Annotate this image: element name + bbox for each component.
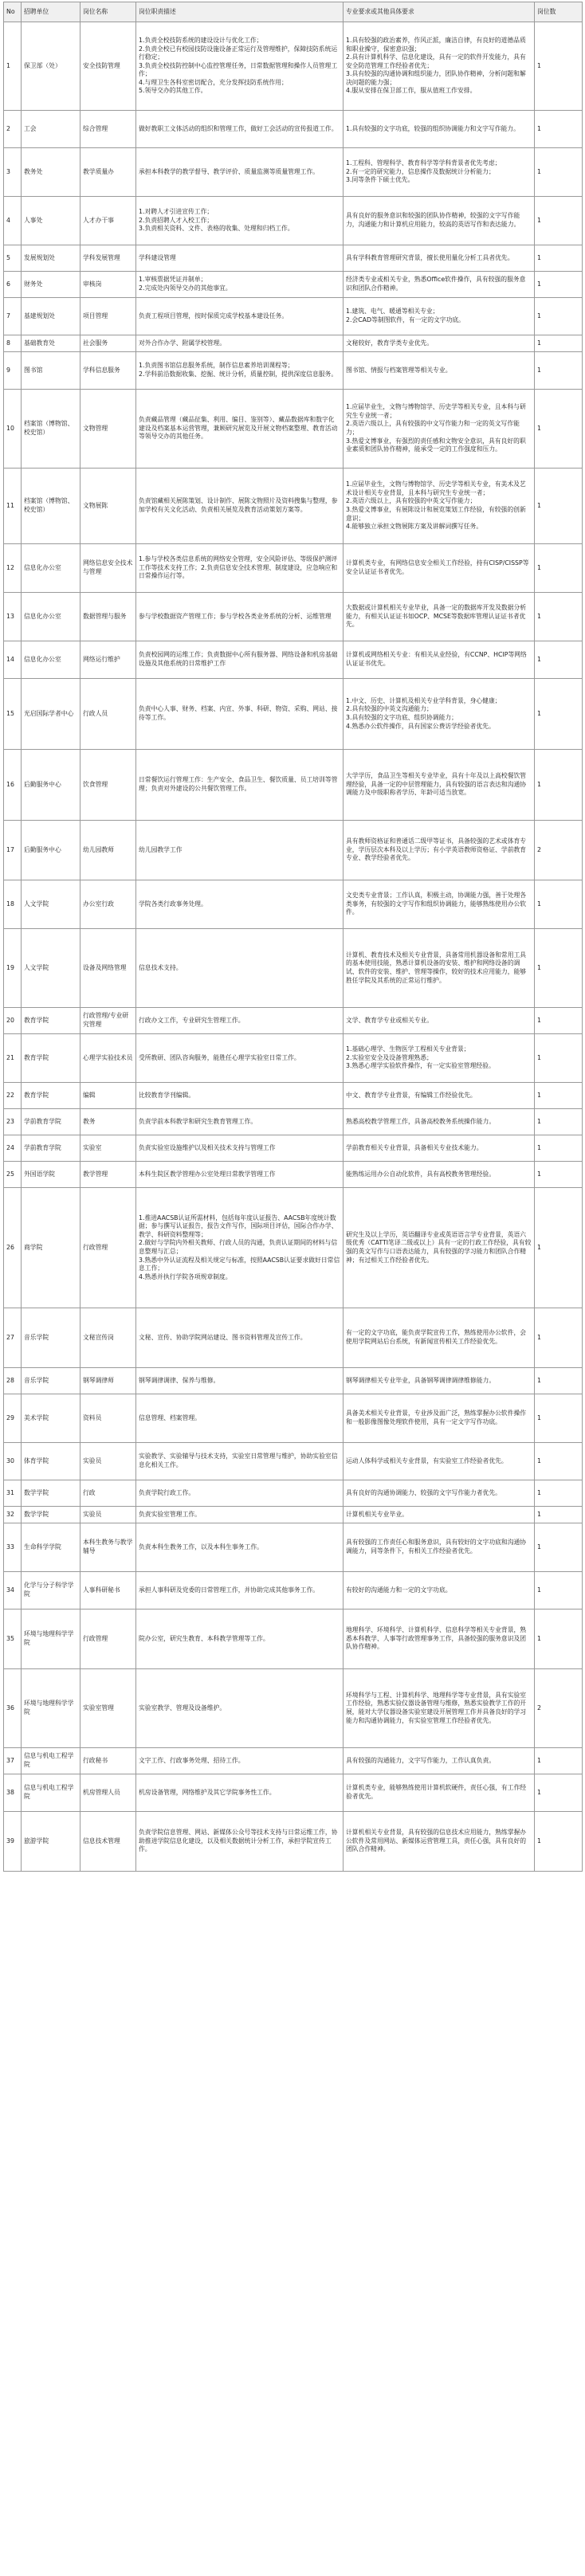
- row-requirements: 文秘较好，教育学类专业优先。: [344, 335, 535, 352]
- table-row: [4, 679, 583, 750]
- table-row: [4, 1034, 583, 1083]
- row-requirements: 具有较强的沟通能力，文字写作能力，工作认真负责。: [344, 1748, 535, 1774]
- row-count: 1: [535, 880, 583, 929]
- table-row: [4, 1083, 583, 1109]
- row-post: 安全技防管理: [80, 22, 136, 111]
- row-duty: 1.审核票据凭证并制单； 2.完成处内领导交办的其他事宜。: [136, 272, 344, 298]
- row-requirements: 文史类专业背景；工作认真，积极主动，协调能力强，善于处理各类事务，有较强的文字写作和组织协调能力，能够熟练使用办公软件。: [344, 880, 535, 929]
- row-count: 2: [535, 1669, 583, 1748]
- row-unit: 环境与地理科学学院: [22, 1669, 80, 1748]
- row-post: 行政秘书: [80, 1748, 136, 1774]
- row-no: 30: [4, 1443, 22, 1480]
- row-count: 1: [535, 245, 583, 272]
- header-post: 岗位名称: [80, 2, 136, 22]
- row-unit: 光启国际学者中心: [22, 679, 80, 750]
- row-requirements: 计算机相关专业毕业。: [344, 1507, 535, 1523]
- row-requirements: 运动人体科学或相关专业背景，有实验室工作经验者优先。: [344, 1443, 535, 1480]
- table-row: [4, 245, 583, 272]
- row-no: 13: [4, 593, 22, 641]
- row-duty: 幼儿园教学工作: [136, 821, 344, 880]
- row-requirements: 熟悉高校教学管理工作，具备高校教务系统操作能力。: [344, 1109, 535, 1135]
- row-requirements: 文学、教育学专业或相关专业。: [344, 1008, 535, 1034]
- row-duty: 学科建设管理: [136, 245, 344, 272]
- row-post: 资料员: [80, 1394, 136, 1443]
- row-unit: 后勤服务中心: [22, 821, 80, 880]
- row-count: 1: [535, 1572, 583, 1610]
- row-requirements: 1.应届毕业生，文物与博物馆学、历史学等相关专业，且本科与研究生专业统一者； 2.英语六级以上，具有较强的中文写作能力和一定的英文写作能力； 3.热爱文博事业，有强烈的责任感和文物安全意识，具有良好的职业素质和团队协作精神，能承受一定的工作强度和压力。: [344, 390, 535, 469]
- row-unit: 基础教育处: [22, 335, 80, 352]
- row-unit: 人文学院: [22, 880, 80, 929]
- row-requirements: 1.中文、历史、计算机及相关专业学科背景，身心健康； 2.具有较强的中英文沟通能力； 3.具有较强的文字功底、组织协调能力； 4.熟悉办公软件操作，具有国家公费访学经验者优先。: [344, 679, 535, 750]
- header-no: No: [4, 2, 22, 22]
- row-post: 行政人员: [80, 679, 136, 750]
- row-unit: 工会: [22, 111, 80, 148]
- row-count: 1: [535, 298, 583, 335]
- row-requirements: 具有教师资格证和普通话二级甲等证书，具备较强的艺术或体育专业，学历层次本科及以上学历；有小学英语教师资格证、学前教育专业、教学经验者优先。: [344, 821, 535, 880]
- row-no: 5: [4, 245, 22, 272]
- row-unit: 化学与分子科学学院: [22, 1572, 80, 1610]
- row-unit: 音乐学院: [22, 1368, 80, 1394]
- row-requirements: 经济类专业或相关专业，熟悉Office软件操作，具有较强的服务意识和团队合作精神。: [344, 272, 535, 298]
- table-row: [4, 298, 583, 335]
- row-no: 14: [4, 641, 22, 679]
- row-requirements: 有较好的沟通能力和一定的文字功底。: [344, 1572, 535, 1610]
- row-no: 26: [4, 1188, 22, 1308]
- header-count: 岗位数: [535, 2, 583, 22]
- row-no: 17: [4, 821, 22, 880]
- row-no: 31: [4, 1480, 22, 1507]
- row-count: 1: [535, 111, 583, 148]
- row-duty: 实验教学、实验辅导与技术支持，实验室日常管理与维护，协助实验室信息化相关工作。: [136, 1443, 344, 1480]
- row-unit: 后勤服务中心: [22, 750, 80, 821]
- row-unit: 人事处: [22, 197, 80, 245]
- row-requirements: 能熟练运用办公自动化软件，具有高校教务管理经验。: [344, 1162, 535, 1188]
- row-duty: 钢琴调律调律、保养与维修。: [136, 1368, 344, 1394]
- row-duty: 院办公室，研究生教育、本科教学管理等工作。: [136, 1610, 344, 1669]
- table-row: [4, 1480, 583, 1507]
- row-duty: 负责实验室管理工作。: [136, 1507, 344, 1523]
- row-post: 本科生教务与教学辅导: [80, 1523, 136, 1572]
- row-no: 3: [4, 148, 22, 197]
- row-unit: 保卫部（处）: [22, 22, 80, 111]
- table-row: [4, 1669, 583, 1748]
- row-count: 1: [535, 148, 583, 197]
- table-row: [4, 1135, 583, 1162]
- row-duty: 文秘、宣传、协助学院网站建设、图书资料管理及宣传工作。: [136, 1308, 344, 1368]
- row-count: 1: [535, 1308, 583, 1368]
- row-duty: 负责实验室设施维护以及相关技术支持与管理工作: [136, 1135, 344, 1162]
- row-no: 20: [4, 1008, 22, 1034]
- row-duty: 负责馆藏相关展陈策划、设计制作、展陈文物照片及资料搜集与整理，参加学校有关文化活动、负责相关展览及教育活动策划方案等。: [136, 469, 344, 544]
- row-requirements: 1.具有较强的政治素养，作风正派，廉洁自律，有良好的道德品质和职业操守，保密意识强； 2.具有计算机科学、信息化建设，具有一定的软件开发能力，具有安全防范管理工作经验者优先； 3.具有较强的沟通协调和组织能力，团队协作精神，分析问题和解决问题的能力强； 4.服从安排在保卫部工作，服从值班工作安排。: [344, 22, 535, 111]
- table-row: [4, 1368, 583, 1394]
- table-row: [4, 272, 583, 298]
- row-count: 1: [535, 1507, 583, 1523]
- row-count: 1: [535, 1188, 583, 1308]
- table-row: [4, 390, 583, 469]
- row-post: 教学管理: [80, 1162, 136, 1188]
- table-row: [4, 1443, 583, 1480]
- row-post: 行政管理: [80, 1610, 136, 1669]
- row-requirements: 1.具有较强的文字功底，较强的组织协调能力和文字写作能力。: [344, 111, 535, 148]
- row-count: 1: [535, 750, 583, 821]
- row-unit: 信息化办公室: [22, 641, 80, 679]
- row-post: 网络信息安全技术与管理: [80, 544, 136, 593]
- row-no: 2: [4, 111, 22, 148]
- row-duty: 负责校园网的运维工作；负责数据中心所有服务器、网络设备和机房基础设施及其他系统的日常维护工作: [136, 641, 344, 679]
- row-duty: 1.推进AACSB认证所需材料，包括每年度认证报告、AACSB年度统计数据；参与撰写认证报告，报告文件写作，国际项目评估，国际合作办学、教学、科研资料整理等； 2.做好与学院内外相关教师、行政人员的沟通，负责认证期间的材料与信息整理与汇总； 3.熟悉中外认证流程及相关规定与标准，按照AACSB认证要求做好日常信息工作； 4.熟悉并执行学院各项规章制度。: [136, 1188, 344, 1308]
- row-post: 审核岗: [80, 272, 136, 298]
- row-count: 1: [535, 679, 583, 750]
- header-duty: 岗位职责描述: [136, 2, 344, 22]
- row-count: 1: [535, 352, 583, 390]
- row-duty: 负责工程项目管理，按时保质完成学校基本建设任务。: [136, 298, 344, 335]
- table-row: [4, 821, 583, 880]
- row-requirements: 计算机类专业，能够熟练使用计算机软硬件，责任心强，有工作经验者优先。: [344, 1774, 535, 1812]
- row-count: 1: [535, 929, 583, 1008]
- table-row: [4, 1394, 583, 1443]
- row-requirements: 1.基础心理学、生物医学工程相关专业背景； 2.实验室安全及设备管理熟悉； 3.熟悉心理学实验软件操作，有一定实验室管理经验。: [344, 1034, 535, 1083]
- row-post: 行政管理: [80, 1188, 136, 1308]
- row-no: 4: [4, 197, 22, 245]
- row-post: 人才办干事: [80, 197, 136, 245]
- row-no: 23: [4, 1109, 22, 1135]
- row-unit: 信息化办公室: [22, 593, 80, 641]
- table-body: [4, 22, 583, 1872]
- row-unit: 信息化办公室: [22, 544, 80, 593]
- row-no: 7: [4, 298, 22, 335]
- row-post: 学科发展管理: [80, 245, 136, 272]
- header-requirements: 专业要求或其他具体要求: [344, 2, 535, 22]
- row-no: 24: [4, 1135, 22, 1162]
- row-no: 36: [4, 1669, 22, 1748]
- row-requirements: 计算机或网络相关专业：有相关从业经验，有CCNP、HCIP等网络认证证书优先。: [344, 641, 535, 679]
- row-unit: 体育学院: [22, 1443, 80, 1480]
- row-requirements: 钢琴调律相关专业毕业，具备钢琴调律调律维修能力。: [344, 1368, 535, 1394]
- row-unit: 教育学院: [22, 1034, 80, 1083]
- row-unit: 教务处: [22, 148, 80, 197]
- row-requirements: 有一定的文字功底，能负责学院宣传工作，熟练使用办公软件，会使用学院网站后台系统，有新闻宣传相关工作经验优先。: [344, 1308, 535, 1368]
- row-no: 15: [4, 679, 22, 750]
- row-unit: 数学学院: [22, 1507, 80, 1523]
- row-post: 文秘宣传岗: [80, 1308, 136, 1368]
- row-unit: 旅游学院: [22, 1812, 80, 1872]
- row-duty: 1.负责全校技防系统的建设设计与优化工作； 2.负责全校已有校园技防设施设备正常运行及管理维护，保障技防系统运行稳定； 3.负责全校技防控制中心监控管理任务，日常数据管理和操作人员管理工作； 4.与理卫生各科室密切配合，充分发挥技防系统作用； 5.领导交办的其他工作。: [136, 22, 344, 111]
- row-requirements: 计算机相关专业背景，具有较强的信息技术应用能力，熟练掌握办公软件及常用网站、新媒体运营管理工具，责任心强，具有良好的团队合作精神。: [344, 1812, 535, 1872]
- row-unit: 学前教育学院: [22, 1135, 80, 1162]
- table-row: [4, 880, 583, 929]
- row-no: 28: [4, 1368, 22, 1394]
- job-table: [3, 2, 583, 1872]
- row-duty: 承担人事科研及党委的日常管理工作，并协助完成其他事务工作。: [136, 1572, 344, 1610]
- row-duty: 做好教职工文体活动的组织和管理工作，做好工会活动的宣传报道工作。: [136, 111, 344, 148]
- table-row: [4, 1109, 583, 1135]
- row-no: 27: [4, 1308, 22, 1368]
- row-requirements: 大数据或计算机相关专业毕业，具备一定的数据库开发及数据分析能力，有相关认证证书如OCP、MCSE等数据库管理认证证书者优先。: [344, 593, 535, 641]
- row-duty: 实验室教学、管理及设备维护。: [136, 1669, 344, 1748]
- row-count: 1: [535, 469, 583, 544]
- row-requirements: 具有良好的沟通协调能力、较强的文字写作能力者优先。: [344, 1480, 535, 1507]
- row-duty: 本科生院区教学管理办公室处理日常教学管理工作: [136, 1162, 344, 1188]
- row-no: 19: [4, 929, 22, 1008]
- row-duty: 1.参与学校各类信息系统的网络安全管理，安全风险评估、等级保护测评工作等技术支持工作；2.负责信息安全技术管理、制度建设，应急响应和日常操作运行等。: [136, 544, 344, 593]
- row-no: 18: [4, 880, 22, 929]
- row-no: 16: [4, 750, 22, 821]
- row-duty: 负责学前本科教学和研究生教育管理工作。: [136, 1109, 344, 1135]
- row-post: 学科信息服务: [80, 352, 136, 390]
- row-requirements: 1.建筑、电气、暖通等相关专业； 2.会CAD等制图软件，有一定的文字功底。: [344, 298, 535, 335]
- table-row: [4, 1188, 583, 1308]
- row-count: 1: [535, 1162, 583, 1188]
- row-no: 9: [4, 352, 22, 390]
- row-count: 1: [535, 593, 583, 641]
- row-post: 信息技术管理: [80, 1812, 136, 1872]
- row-duty: 机房设备管理，网络维护及其它学院事务性工作。: [136, 1774, 344, 1812]
- row-post: 教务: [80, 1109, 136, 1135]
- row-duty: 受所教研、团队咨询服务，能胜任心理学实验室日常工作。: [136, 1034, 344, 1083]
- row-requirements: 具有学科教育管理研究背景，擅长使用量化分析工具者优先。: [344, 245, 535, 272]
- row-post: 实验员: [80, 1443, 136, 1480]
- row-requirements: 具备美术相关专业背景，专业涉及面广泛，熟练掌握办公软件操作和一般影像图像处理软件使用，具有一定文字写作功底。: [344, 1394, 535, 1443]
- row-duty: 学院各类行政事务处理。: [136, 880, 344, 929]
- table-row: [4, 1572, 583, 1610]
- row-post: 机房管理人员: [80, 1774, 136, 1812]
- row-no: 11: [4, 469, 22, 544]
- row-no: 10: [4, 390, 22, 469]
- row-post: 文物管理: [80, 390, 136, 469]
- row-post: 心理学实验技术员: [80, 1034, 136, 1083]
- table-row: [4, 750, 583, 821]
- row-requirements: 中文、教育学专业背景，有编辑工作经验优先。: [344, 1083, 535, 1109]
- row-count: 1: [535, 1480, 583, 1507]
- row-count: 1: [535, 22, 583, 111]
- table-row: [4, 469, 583, 544]
- row-count: 1: [535, 1443, 583, 1480]
- row-duty: 信息管理、档案管理。: [136, 1394, 344, 1443]
- row-no: 29: [4, 1394, 22, 1443]
- row-requirements: 计算机类专业，有网络信息安全相关工作经验，持有CISP/CISSP等安全认证证书者优先。: [344, 544, 535, 593]
- row-duty: 负责本科生教务工作，以及本科生事务工作。: [136, 1523, 344, 1572]
- row-requirements: 计算机、教育技术及相关专业背景，具备常用机器设备和常用工具的基本使用技能，熟悉计算机设备的安装、维护和网络设备的调试、软件的安装、维护、管理等操作，较好的技术应用能力，能够胜任学院及其系统的正常运行维护。: [344, 929, 535, 1008]
- row-count: 1: [535, 197, 583, 245]
- row-post: 行政: [80, 1480, 136, 1507]
- row-duty: 日常餐饮运行管理工作：生产安全、食品卫生、餐饮质量、员工培训等管理；负责对外建设的公共餐饮管理工作。: [136, 750, 344, 821]
- row-no: 22: [4, 1083, 22, 1109]
- row-duty: 1.对聘人才引进宣传工作； 2.负责招聘人才入校工作； 3.负责相关资料、文件、表格的收集、处理和归档工作。: [136, 197, 344, 245]
- row-no: 1: [4, 22, 22, 111]
- row-unit: 图书馆: [22, 352, 80, 390]
- row-count: 1: [535, 1109, 583, 1135]
- row-duty: 行政办文工作，专业研究生管理工作。: [136, 1008, 344, 1034]
- row-duty: 负责藏品管理（藏品征集、利用、编目、鉴别等）、藏品数据库和数字化建设及档案基本运营管理，兼顾研究展览及开展文物档案整理、教育活动等领导交办的其他任务。: [136, 390, 344, 469]
- row-count: 1: [535, 544, 583, 593]
- row-count: 1: [535, 390, 583, 469]
- row-count: 2: [535, 821, 583, 880]
- row-count: 1: [535, 1394, 583, 1443]
- row-duty: 文字工作、行政事务处理、招待工作。: [136, 1748, 344, 1774]
- row-no: 6: [4, 272, 22, 298]
- row-count: 1: [535, 641, 583, 679]
- row-unit: 外国语学院: [22, 1162, 80, 1188]
- table-row: [4, 1523, 583, 1572]
- row-no: 35: [4, 1610, 22, 1669]
- row-count: 1: [535, 1774, 583, 1812]
- row-no: 21: [4, 1034, 22, 1083]
- row-count: 1: [535, 1008, 583, 1034]
- row-count: 1: [535, 1812, 583, 1872]
- table-row: [4, 1774, 583, 1812]
- row-unit: 档案馆（博物馆、校史馆）: [22, 469, 80, 544]
- row-duty: 信息技术支持。: [136, 929, 344, 1008]
- table-row: [4, 148, 583, 197]
- row-duty: 比较教育学刊编辑。: [136, 1083, 344, 1109]
- row-post: 综合管理: [80, 111, 136, 148]
- row-unit: 美术学院: [22, 1394, 80, 1443]
- row-count: 1: [535, 1610, 583, 1669]
- table-row: [4, 1610, 583, 1669]
- row-unit: 生命科学学院: [22, 1523, 80, 1572]
- row-post: 行政管理/专业研究管理: [80, 1008, 136, 1034]
- row-count: 1: [535, 335, 583, 352]
- row-requirements: 图书馆、情报与档案管理等相关专业。: [344, 352, 535, 390]
- row-post: 社会服务: [80, 335, 136, 352]
- row-no: 37: [4, 1748, 22, 1774]
- row-no: 32: [4, 1507, 22, 1523]
- table-row: [4, 1748, 583, 1774]
- table-row: [4, 929, 583, 1008]
- row-no: 25: [4, 1162, 22, 1188]
- row-post: 设备及网络管理: [80, 929, 136, 1008]
- table-row: [4, 335, 583, 352]
- row-unit: 信息与机电工程学院: [22, 1748, 80, 1774]
- row-post: 网络运行维护: [80, 641, 136, 679]
- row-post: 饮食管理: [80, 750, 136, 821]
- row-unit: 学前教育学院: [22, 1109, 80, 1135]
- row-count: 1: [535, 1523, 583, 1572]
- row-unit: 教育学院: [22, 1083, 80, 1109]
- row-duty: 参与学校数据资产管理工作；参与学校各类业务系统的分析、运维管理: [136, 593, 344, 641]
- table-row: [4, 352, 583, 390]
- row-post: 实验员: [80, 1507, 136, 1523]
- row-requirements: 具有良好的服务意识和较强的团队协作精神，较强的文字写作能力，沟通能力和计算机应用能力，较高的英语写作和表达能力。: [344, 197, 535, 245]
- row-unit: 音乐学院: [22, 1308, 80, 1368]
- row-count: 1: [535, 1034, 583, 1083]
- row-post: 钢琴调律师: [80, 1368, 136, 1394]
- row-unit: 档案馆（博物馆、校史馆）: [22, 390, 80, 469]
- row-duty: 1.负责图书馆信息服务系统，制作信息素养培训课程等； 2.学科前沿数据收集、挖掘、统计分析，质量控制，提供深度信息服务。: [136, 352, 344, 390]
- row-duty: 负责学院信息管理、网站、新媒体公众号等技术支持与日常运维工作，协助推进学院信息化建设，以及相关数据统计分析工作，承担学院宣传工作。: [136, 1812, 344, 1872]
- table-row: [4, 197, 583, 245]
- row-post: 编辑: [80, 1083, 136, 1109]
- table-row: [4, 641, 583, 679]
- row-no: 39: [4, 1812, 22, 1872]
- row-post: 文物展陈: [80, 469, 136, 544]
- row-requirements: 1.应届毕业生，文物与博物馆学、历史学等相关专业，有美术及艺术设计相关专业背景，且本科与研究生专业统一者； 2.英语六级以上，具有较强的中英文写作能力； 3.热爱文博事业，有展陈设计和展览策划工作经验，有较强的创新意识； 4.能够独立承担文物展陈方案及讲解词撰写任务。: [344, 469, 535, 544]
- row-requirements: 研究生及以上学历，英语翻译专业或英语语言学专业背景，英语六级优秀（CATTI笔译二级或以上）具有一定的行政工作经验，具有较强的英文写作与口语表达能力，具有较强的学习能力和团队合作精神；有过相关工作经验者优先。: [344, 1188, 535, 1308]
- row-no: 34: [4, 1572, 22, 1610]
- table-row: [4, 1308, 583, 1368]
- table-row: [4, 1008, 583, 1034]
- row-post: 实验室: [80, 1135, 136, 1162]
- row-post: 实验室管理: [80, 1669, 136, 1748]
- table-row: [4, 22, 583, 111]
- row-duty: 负责学院行政工作。: [136, 1480, 344, 1507]
- table-row: [4, 544, 583, 593]
- row-count: 1: [535, 1135, 583, 1162]
- row-unit: 人文学院: [22, 929, 80, 1008]
- row-unit: 商学院: [22, 1188, 80, 1308]
- row-no: 38: [4, 1774, 22, 1812]
- row-post: 教学质量办: [80, 148, 136, 197]
- row-duty: 对外合作办学、附属学校管理。: [136, 335, 344, 352]
- row-requirements: 地理科学、环境科学、计算机科学、信息科学等相关专业背景，熟悉本科教学、人事等行政管理事务工作，具备较强的服务意识及团队协作精神。: [344, 1610, 535, 1669]
- header-unit: 招聘单位: [22, 2, 80, 22]
- row-post: 人事科研秘书: [80, 1572, 136, 1610]
- row-count: 1: [535, 1083, 583, 1109]
- row-count: 1: [535, 272, 583, 298]
- row-unit: 信息与机电工程学院: [22, 1774, 80, 1812]
- row-duty: 负责中心人事、财务、档案、内宣、外事、科研、物资、采购、网站、接待等工作。: [136, 679, 344, 750]
- table-header-row: [4, 2, 583, 22]
- table-row: [4, 1812, 583, 1872]
- row-requirements: 大学学历，食品卫生等相关专业毕业，具有十年及以上高校餐饮管理经验，具备一定的中层管理能力，具有较强的语言表达和沟通协调能力及中级职称者学历、年龄可适当放宽。: [344, 750, 535, 821]
- row-requirements: 环境科学与工程、计算机科学、地理科学等专业背景，具有实验室工作经验，熟悉实验仪器设备管理与维修，熟悉实验教学工作的开展，能对大学仪器设备实验室建设开展管理工作并具备良好的学习能力和沟通协调能力，有实验室管理工作经验者优先。: [344, 1669, 535, 1748]
- table-row: [4, 1507, 583, 1523]
- row-unit: 基建规划处: [22, 298, 80, 335]
- table-row: [4, 593, 583, 641]
- row-requirements: 1.工程科、管理科学、教育科学等学科背景者优先考虑； 2.有一定的研究能力，信息操作及数据统计分析能力； 3.同等条件下硕士优先。: [344, 148, 535, 197]
- row-no: 33: [4, 1523, 22, 1572]
- row-unit: 财务处: [22, 272, 80, 298]
- row-duty: 承担本科教学的教学督导、教学评价、质量监测等质量管理工作。: [136, 148, 344, 197]
- row-unit: 教育学院: [22, 1008, 80, 1034]
- row-requirements: 学前教育相关专业背景，具备相关专业技术能力。: [344, 1135, 535, 1162]
- row-post: 项目管理: [80, 298, 136, 335]
- row-no: 12: [4, 544, 22, 593]
- row-count: 1: [535, 1748, 583, 1774]
- table-row: [4, 111, 583, 148]
- table-row: [4, 1162, 583, 1188]
- row-requirements: 具有较强的工作责任心和服务意识，具有较好的文字功底和沟通协调能力，同等条件下，有相关工作经验者优先。: [344, 1523, 535, 1572]
- row-unit: 数学学院: [22, 1480, 80, 1507]
- row-post: 办公室行政: [80, 880, 136, 929]
- row-count: 1: [535, 1368, 583, 1394]
- row-no: 8: [4, 335, 22, 352]
- row-unit: 环境与地理科学学院: [22, 1610, 80, 1669]
- row-post: 幼儿园教师: [80, 821, 136, 880]
- row-post: 数据管理与服务: [80, 593, 136, 641]
- row-unit: 发展规划处: [22, 245, 80, 272]
